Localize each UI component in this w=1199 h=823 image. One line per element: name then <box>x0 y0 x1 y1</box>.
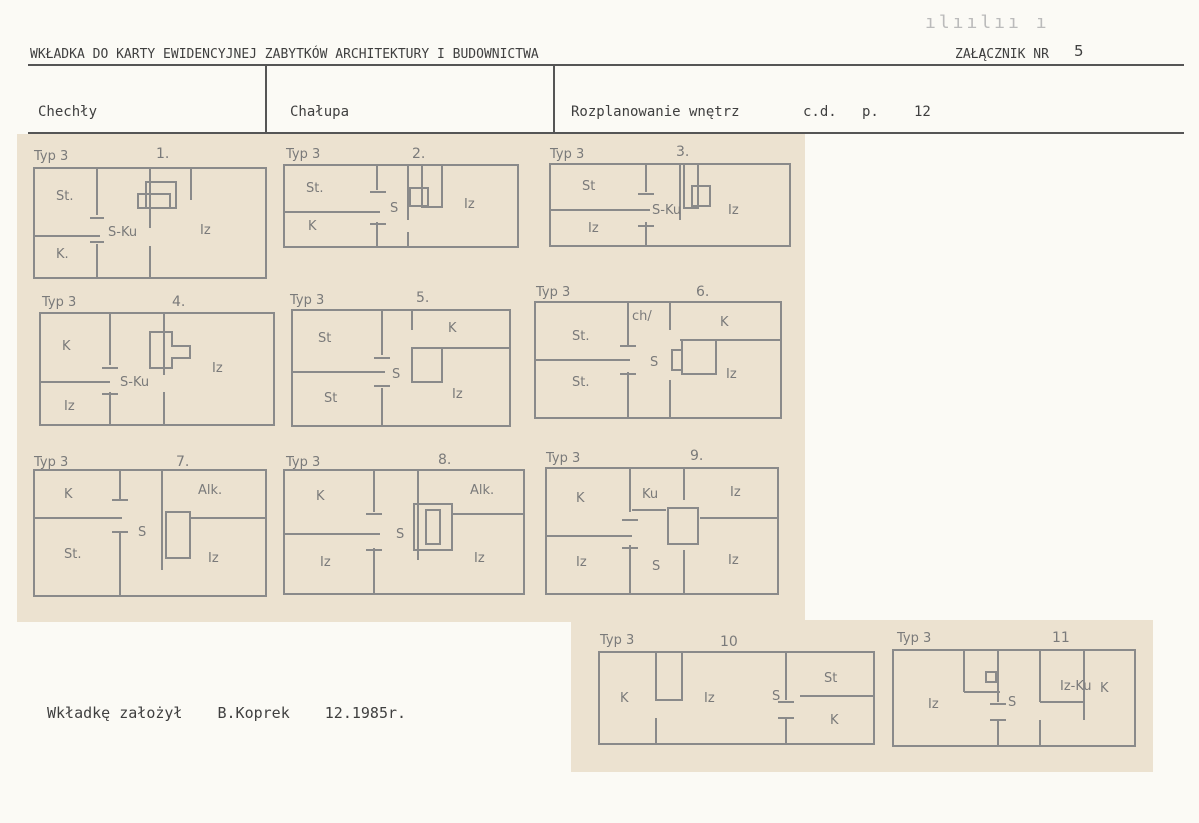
plan-number: 2. <box>412 146 426 162</box>
room-label: Iz <box>576 555 587 570</box>
object-cell: Chałupa <box>290 104 350 120</box>
room-label: Iz <box>730 485 741 500</box>
room-label: S <box>772 689 781 704</box>
footer-label: Wkładkę założył <box>47 704 183 722</box>
plan-type-label: Typ 3 <box>34 455 69 470</box>
room-label: S <box>392 367 401 382</box>
room-label: St. <box>572 329 590 344</box>
plan-number: 5. <box>416 290 430 306</box>
plan-type-label: Typ 3 <box>897 631 932 646</box>
room-label: Iz <box>704 691 715 706</box>
floor-plan-4 <box>40 313 274 425</box>
room-label: K <box>316 489 325 504</box>
footer <box>47 704 432 722</box>
appendix-label: ZAŁĄCZNIK NR <box>955 47 1049 62</box>
cont-label: c.d. <box>803 104 837 120</box>
plan-number: 6. <box>696 284 710 300</box>
room-label: K <box>1100 681 1109 696</box>
room-label: S <box>138 525 147 540</box>
plan-type-label: Typ 3 <box>546 451 581 466</box>
room-label: Iz <box>208 551 219 566</box>
floor-plan-2 <box>284 165 518 247</box>
room-label: Iz <box>452 387 463 402</box>
footer-author: B.Koprek <box>217 704 290 722</box>
room-label: Iz <box>474 551 485 566</box>
appendix-number: 5 <box>1074 42 1084 60</box>
plan-number: 9. <box>690 448 704 464</box>
room-label: K <box>620 691 629 706</box>
plan-number: 11 <box>1052 630 1070 646</box>
plan-type-label: Typ 3 <box>600 633 635 648</box>
plan-number: 3. <box>676 144 690 160</box>
room-label: Iz-Ku <box>1060 679 1092 694</box>
room-label: St <box>824 671 838 686</box>
room-label: St. <box>572 375 590 390</box>
room-label: K <box>448 321 457 336</box>
location-cell: Chechły <box>38 104 98 120</box>
plan-number: 4. <box>172 294 186 310</box>
room-label: Iz <box>200 223 211 238</box>
room-label: K <box>830 713 839 728</box>
room-label: K. <box>56 247 69 262</box>
plan-type-label: Typ 3 <box>290 293 325 308</box>
plan-number: 8. <box>438 452 452 468</box>
form-title: WKŁADKA DO KARTY EWIDENCYJNEJ ZABYTKÓW ARCHITEKTURY I BUDOWNICTWA <box>30 47 539 62</box>
plan-type-label: Typ 3 <box>536 285 571 300</box>
plan-number: 7. <box>176 454 190 470</box>
room-label: St. <box>306 181 324 196</box>
room-label: S <box>396 527 405 542</box>
room-label: St <box>324 391 338 406</box>
room-label: Iz <box>212 361 223 376</box>
page-label: p. <box>862 104 879 120</box>
plan-type-label: Typ 3 <box>286 455 321 470</box>
room-label: ch/ <box>632 309 652 324</box>
room-label: St <box>582 179 596 194</box>
room-label: Iz <box>64 399 75 414</box>
room-label: Ku <box>642 487 659 502</box>
floor-plan-5 <box>292 310 510 426</box>
plan-type-label: Typ 3 <box>286 147 321 162</box>
plan-type-label: Typ 3 <box>42 295 77 310</box>
room-label: S <box>390 201 399 216</box>
page-number: 12 <box>914 104 931 120</box>
room-label: S-Ku <box>120 375 150 390</box>
room-label: Alk. <box>198 483 223 498</box>
room-label: St. <box>56 189 74 204</box>
room-label: S <box>1008 695 1017 710</box>
room-label: St <box>318 331 332 346</box>
room-label: S <box>652 559 661 574</box>
room-label: K <box>64 487 73 502</box>
plan-type-label: Typ 3 <box>550 147 585 162</box>
section-cell: Rozplanowanie wnętrz <box>571 104 740 120</box>
top-edge-marks: ılıılıı ı <box>925 12 1050 33</box>
room-label: Iz <box>928 697 939 712</box>
room-label: K <box>62 339 71 354</box>
room-label: Iz <box>320 555 331 570</box>
floor-plan-9 <box>546 468 778 594</box>
floor-plan-10 <box>599 652 874 744</box>
room-label: Iz <box>728 553 739 568</box>
footer-date: 12.1985r. <box>324 704 407 722</box>
room-label: Iz <box>588 221 599 236</box>
plan-type-label: Typ 3 <box>34 149 69 164</box>
room-label: K <box>308 219 317 234</box>
plan-number: 10 <box>720 634 738 650</box>
room-label: K <box>720 315 729 330</box>
room-label: Iz <box>728 203 739 218</box>
floor-plan-1 <box>34 168 266 278</box>
room-label: Alk. <box>470 483 495 498</box>
room-label: S-Ku <box>652 203 682 218</box>
room-label: S <box>650 355 659 370</box>
room-label: S-Ku <box>108 225 138 240</box>
room-label: St. <box>64 547 82 562</box>
plan-number: 1. <box>156 146 170 162</box>
room-label: Iz <box>726 367 737 382</box>
room-label: K <box>576 491 585 506</box>
room-label: Iz <box>464 197 475 212</box>
